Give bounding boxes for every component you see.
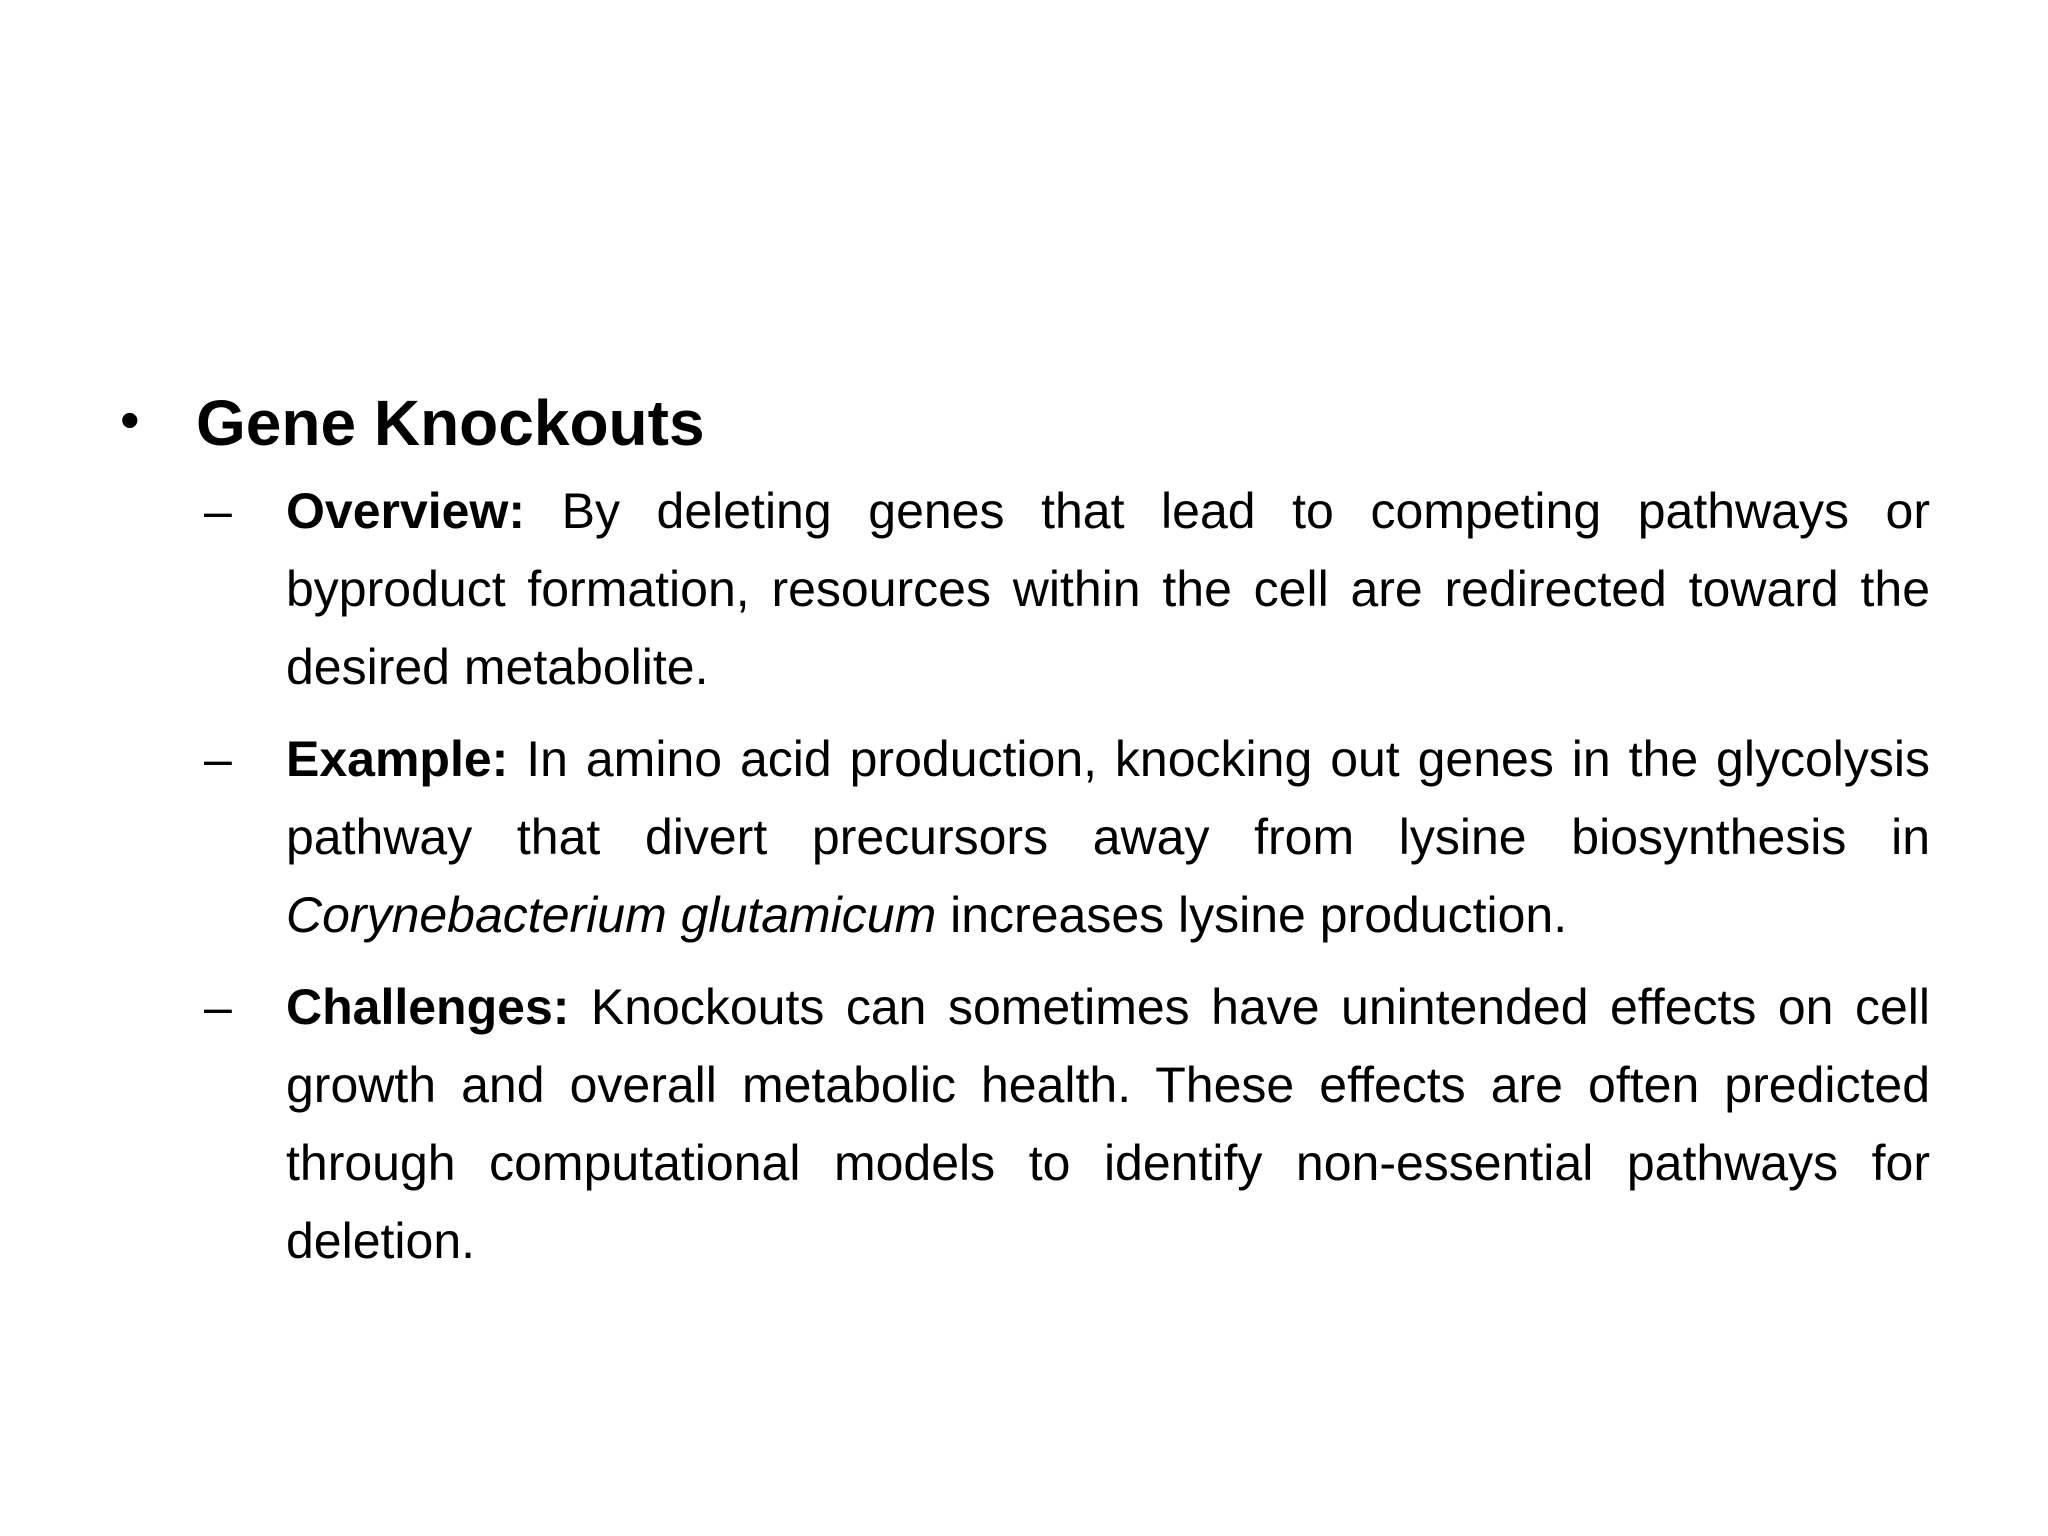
challenges-text <box>286 968 1930 1280</box>
dash-marker: – <box>204 979 232 1035</box>
dash-marker: – <box>204 483 232 539</box>
bullet-gene-knockouts <box>120 380 1930 466</box>
example-body-after: increases lysine production. <box>936 887 1568 943</box>
challenges-body: Knockouts can sometimes have unintended effects on cell growth and overall metabolic health. These effects are often predicted through computational models to identify non-essential pathways for deletion. <box>286 979 1930 1269</box>
sub-bullet-list <box>120 472 1930 1280</box>
example-label: Example: <box>286 731 509 787</box>
example-organism: Corynebacterium glutamicum <box>286 887 937 943</box>
bullet-heading: Gene Knockouts <box>196 387 705 459</box>
sub-item-overview <box>204 472 1930 706</box>
overview-body: By deleting genes that lead to competing pathways or byproduct formation, resources within the cell are redirected toward the desired metabolite. <box>286 483 1930 695</box>
slide-content <box>120 380 1930 1294</box>
bullet-marker: • <box>120 388 140 451</box>
dash-marker: – <box>204 731 232 787</box>
example-text <box>286 720 1930 954</box>
sub-item-challenges <box>204 968 1930 1280</box>
sub-item-example <box>204 720 1930 954</box>
overview-label: Overview: <box>286 483 526 539</box>
challenges-label: Challenges: <box>286 979 570 1035</box>
overview-text <box>286 472 1930 706</box>
example-body-before: In amino acid production, knocking out genes in the glycolysis pathway that divert precursors away from lysine biosynthesis in <box>286 731 1930 865</box>
